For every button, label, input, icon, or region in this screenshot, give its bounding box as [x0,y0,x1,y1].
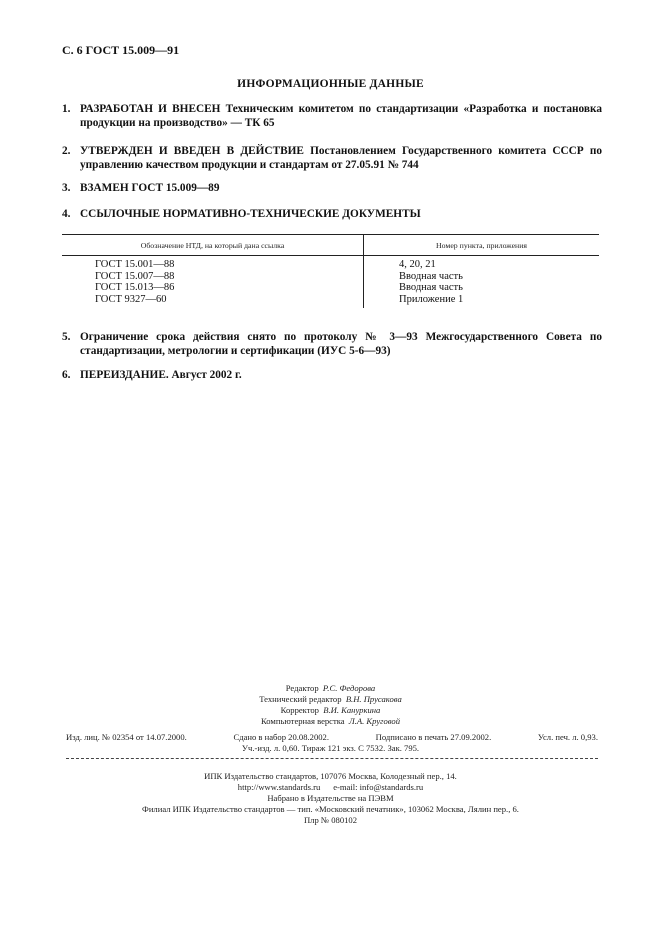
item-text: Ограничение срока действия снято по протоколу № 3—93 Межгосударственного Совета по стандартизации, метрологии и сертификации (ИУС 5-6—93) [80,331,602,357]
item-number: 5. [62,331,71,343]
list-item [62,144,602,172]
list-item [62,207,602,221]
credit-editor: Редактор Р.С. Федорова [285,683,376,693]
signed-to-print-text: Подписано в печать 27.09.2002. [375,732,492,742]
imprint-row [66,732,598,742]
page-header: С. 6 ГОСТ 15.009—91 [62,43,180,57]
divider [66,758,598,759]
license-text: Изд. лиц. № 02354 от 14.07.2000. [66,732,187,742]
reference-table [62,234,599,308]
item-number: 4. [62,208,71,220]
list-item [62,102,602,130]
publisher-address: ИПК Издательство стандартов, 107076 Москва, Колодезный пер., 14. [204,771,457,781]
item-caps: УТВЕРЖДЕН И ВВЕДЕН В ДЕЙСТВИЕ [80,145,304,157]
publisher-website: http://www.standards.ru [237,782,321,792]
plr-number: Плр № 080102 [303,815,358,825]
column-header-document: Обозначение НТД, на который дана ссылка [62,235,364,256]
cell-clause: 4, 20, 21 [399,259,436,270]
item-number: 1. [62,103,71,115]
cell-document: ГОСТ 15.013—86 [62,282,364,294]
table-row [62,282,599,294]
item-number: 3. [62,182,71,194]
item-caps: ВЗАМЕН ГОСТ 15.009—89 [80,182,220,194]
publisher-email: e-mail: info@standards.ru [333,782,424,792]
list-item [62,368,602,382]
cell-document: ГОСТ 9327—60 [62,294,364,309]
section-title: ИНФОРМАЦИОННЫЕ ДАННЫЕ [237,78,424,90]
item-text: Постановлением Государственного комитета СССР по управлению качеством продукции и стандартам от 27.05.91 № 744 [80,145,603,171]
table-row [62,256,599,271]
item-number: 6. [62,369,71,381]
column-header-clause: Номер пункта, приложения [364,235,600,256]
cell-clause: Вводная часть [399,282,463,293]
cell-document: ГОСТ 15.007—88 [62,271,364,283]
item-caps: РАЗРАБОТАН И ВНЕСЕН [80,103,221,115]
branch-address: Филиал ИПК Издательство стандартов — тип. «Московский печатник», 103062 Москва, Лялин пер., 6. [142,804,519,814]
typeset-note: Набрано в Издательстве на ПЭВМ [267,793,394,803]
imprint-row-2: Уч.-изд. л. 0,60. Тираж 121 экз. С 7532. Зак. 795. [241,743,420,753]
credit-tech-editor: Технический редактор В.Н. Прусакова [259,694,402,704]
item-caps: ССЫЛОЧНЫЕ НОРМАТИВНО-ТЕХНИЧЕСКИЕ ДОКУМЕНТЫ [80,208,421,220]
item-text: Техническим комитетом по стандартизации «Разработка и постановка продукции на производство» — ТК 65 [80,103,602,129]
item-caps: ПЕРЕИЗДАНИЕ. [80,369,169,381]
credit-layout: Компьютерная верстка Л.А. Круговой [260,716,401,726]
cell-document: ГОСТ 15.001—88 [62,256,364,271]
table-header-row [62,235,599,256]
cell-clause: Вводная часть [399,270,463,282]
table-row [62,294,599,309]
credit-corrector: Корректор В.И. Кануркина [280,705,381,715]
item-number: 2. [62,145,71,157]
sent-to-set-text: Сдано в набор 20.08.2002. [233,732,329,742]
print-sheets-text: Усл. печ. л. 0,93. [537,732,598,742]
list-item [62,330,602,358]
list-item [62,181,602,195]
cell-clause: Приложение 1 [399,293,464,305]
publisher-contacts [0,782,661,793]
table-row [62,271,599,283]
item-text: Август 2002 г. [168,369,242,381]
